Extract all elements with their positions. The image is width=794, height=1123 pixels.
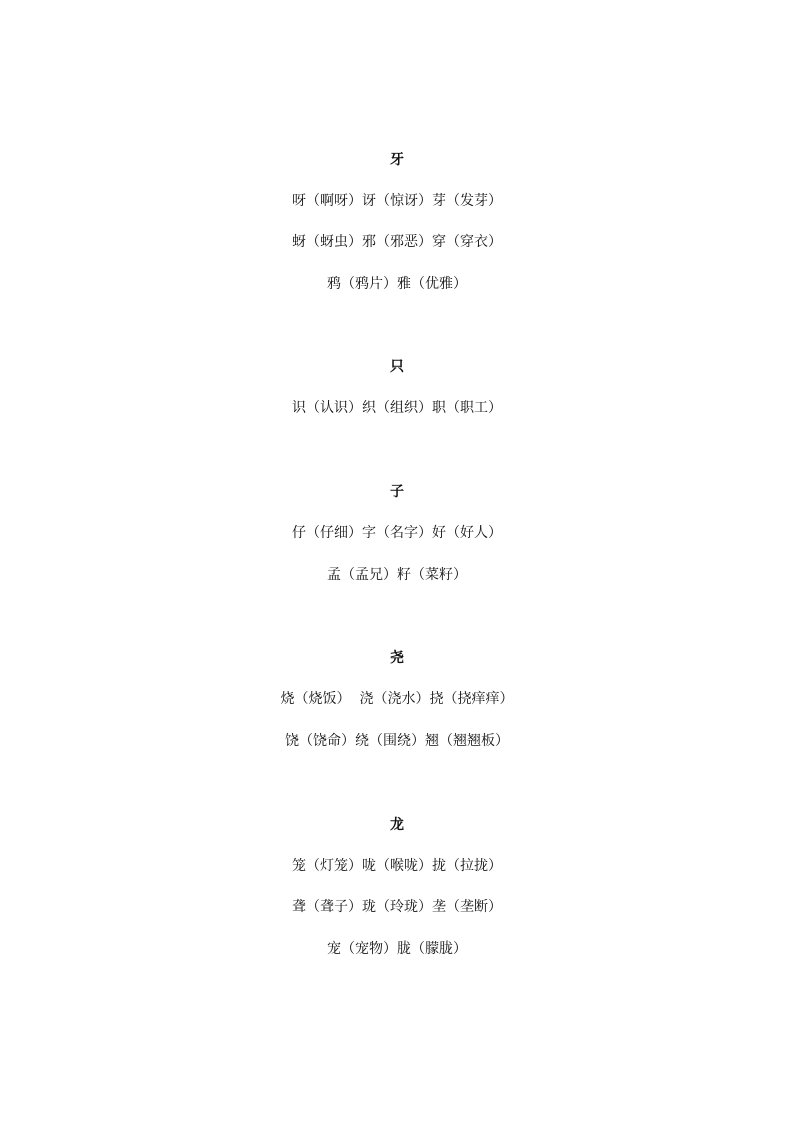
word-line: 烧（烧饭） 浇（浇水）挠（挠痒痒） (280, 691, 514, 707)
word-line: 识（认识）织（组织）职（职工） (292, 400, 502, 416)
word-line: 蚜（蚜虫）邪（邪恶）穿（穿衣） (292, 234, 502, 250)
group-heading: 龙 (390, 817, 404, 833)
group-heading: 尧 (390, 650, 404, 666)
group-heading: 子 (390, 484, 404, 500)
word-line: 聋（聋子）珑（玲珑）垄（垄断） (292, 899, 502, 915)
group-heading: 牙 (390, 152, 404, 168)
word-line: 宠（宠物）胧（朦胧） (327, 941, 467, 957)
word-line: 笼（灯笼）咙（喉咙）拢（拉拢） (292, 858, 502, 874)
word-line: 孟（孟兄）籽（菜籽） (327, 567, 467, 583)
word-line: 饶（饶命）绕（围绕）翘（翘翘板） (285, 733, 509, 749)
word-line: 仔（仔细）字（名字）好（好人） (292, 525, 502, 541)
word-line: 呀（啊呀）讶（惊讶）芽（发芽） (292, 193, 502, 209)
word-line: 鸦（鸦片）雅（优雅） (327, 276, 467, 292)
group-heading: 只 (390, 359, 404, 375)
